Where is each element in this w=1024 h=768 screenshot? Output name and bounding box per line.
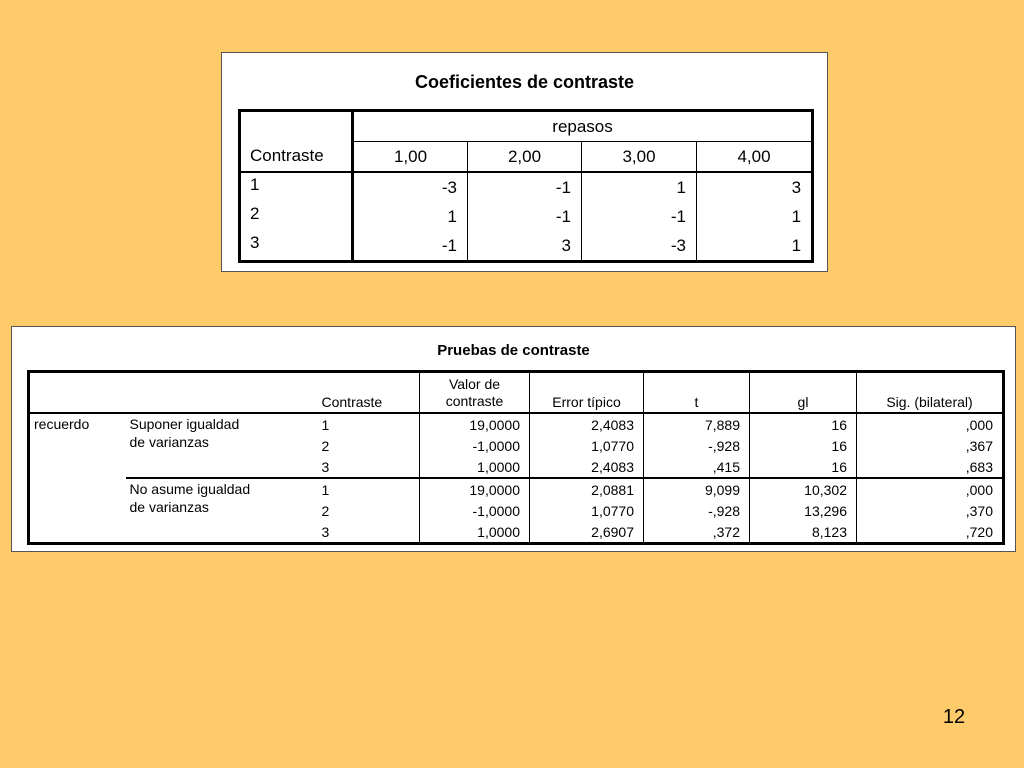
table-cell: ,372	[644, 521, 750, 544]
table-cell: -,928	[644, 500, 750, 521]
table-cell: 2,6907	[530, 521, 644, 544]
contrast-number: 2	[318, 500, 420, 521]
header-error-tipico: Error típico	[530, 372, 644, 414]
row-header-contraste: Contraste	[240, 142, 353, 173]
table-cell: -1	[582, 202, 697, 231]
table-cell: 16	[750, 456, 857, 478]
contrast-coefficients-table	[238, 109, 814, 263]
contrast-number: 3	[318, 521, 420, 544]
contrast-tests-table	[27, 370, 1005, 545]
contrast-coefficients-panel	[221, 52, 828, 272]
group-label: No asume igualdad de varianzas	[126, 478, 318, 544]
table-cell: -1,0000	[420, 435, 530, 456]
table-cell: 16	[750, 413, 857, 435]
row-label: 2	[240, 202, 353, 231]
table-cell: 2,0881	[530, 478, 644, 500]
table-cell: 9,099	[644, 478, 750, 500]
table-cell: -3	[582, 231, 697, 262]
table-row	[29, 478, 1004, 500]
table-cell: 3	[468, 231, 582, 262]
table-cell: ,000	[857, 478, 1004, 500]
table-cell: 19,0000	[420, 413, 530, 435]
table-cell: -1	[353, 231, 468, 262]
row-label: 3	[240, 231, 353, 262]
header-sig-bilateral: Sig. (bilateral)	[857, 372, 1004, 414]
table-cell: 7,889	[644, 413, 750, 435]
table-cell: -1,0000	[420, 500, 530, 521]
table-cell: ,370	[965, 502, 993, 519]
variable-label: recuerdo	[34, 416, 90, 432]
table-row	[240, 172, 813, 202]
table-cell: 2,4083	[530, 456, 644, 478]
header-contraste: Contraste	[318, 372, 420, 414]
table-cell: -1	[468, 202, 582, 231]
row-label: 1	[240, 172, 353, 202]
column-header: 2,00	[468, 142, 582, 173]
table-cell: 1,0770	[530, 500, 644, 521]
table-cell: 1	[582, 172, 697, 202]
table-cell: -,928	[644, 435, 750, 456]
header-valor-contraste: Valor de contraste	[420, 372, 530, 414]
table-cell: 1,0000	[420, 456, 530, 478]
table-cell: ,720	[965, 523, 993, 540]
table-cell: 19,0000	[420, 478, 530, 500]
header-gl: gl	[750, 372, 857, 414]
column-header: 4,00	[697, 142, 813, 173]
contrast-number: 2	[318, 435, 420, 456]
table-cell: 10,302	[750, 478, 857, 500]
table-cell: 1	[791, 206, 802, 226]
table-cell: ,683	[965, 458, 993, 475]
table-cell: 1,0770	[530, 435, 644, 456]
column-header: 3,00	[582, 142, 697, 173]
table-cell: 16	[750, 435, 857, 456]
contrast-tests-title: Pruebas de contraste	[437, 342, 590, 359]
table-cell: ,000	[965, 416, 993, 433]
table-row	[240, 202, 813, 231]
table-cell: 1,0000	[420, 521, 530, 544]
group-label: Suponer igualdad de varianzas	[129, 416, 240, 450]
table-cell: 3	[791, 177, 802, 197]
table-cell: 13,296	[750, 500, 857, 521]
table-row	[29, 413, 1004, 435]
table-cell: 2,4083	[530, 413, 644, 435]
contrast-number: 1	[318, 478, 420, 500]
contrast-coefficients-title: Coeficientes de contraste	[414, 72, 635, 92]
contrast-number: 1	[318, 413, 420, 435]
table-cell: 1	[791, 235, 802, 255]
table-cell: -1	[468, 172, 582, 202]
group-header-repasos: repasos	[353, 111, 813, 142]
header-t: t	[644, 372, 750, 414]
table-cell: ,367	[965, 437, 993, 454]
table-row	[240, 231, 813, 262]
table-cell: 1	[353, 202, 468, 231]
table-cell: -3	[353, 172, 468, 202]
contrast-tests-panel	[11, 326, 1016, 552]
table-cell: ,415	[644, 456, 750, 478]
contrast-number: 3	[318, 456, 420, 478]
table-cell: 8,123	[750, 521, 857, 544]
page-number: 12	[942, 706, 966, 728]
column-header: 1,00	[353, 142, 468, 173]
